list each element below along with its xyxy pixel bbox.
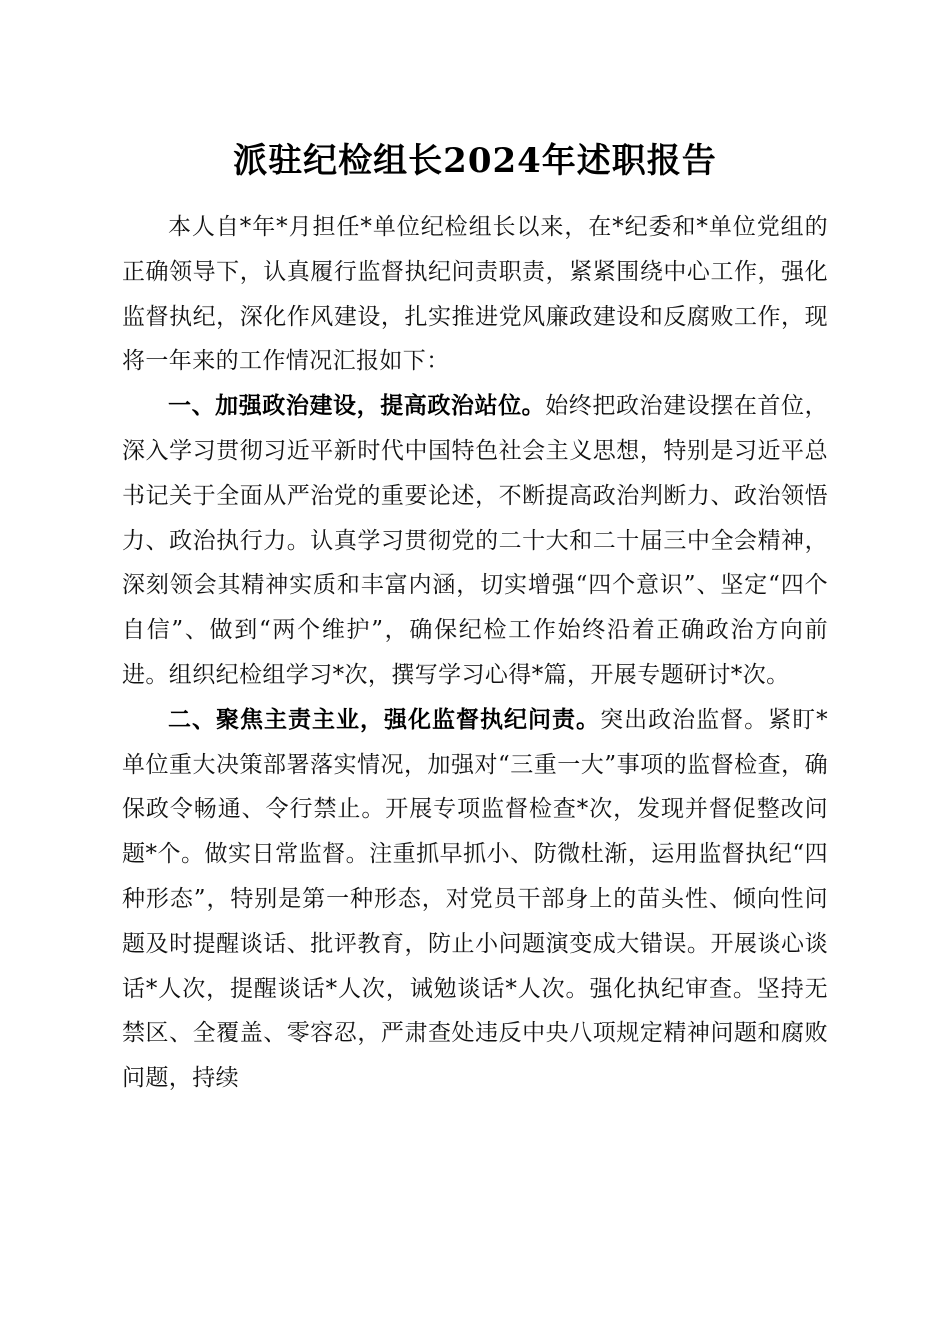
section-paragraph-1 bbox=[122, 384, 828, 698]
document-body bbox=[122, 205, 828, 1101]
section-heading-1: 一、加强政治建设，提高政治站位。 bbox=[168, 392, 546, 420]
section-paragraph-2 bbox=[122, 698, 828, 1101]
intro-paragraph: 本人自*年*月担任*单位纪检组长以来，在*纪委和*单位党组的正确领导下，认真履行监督执纪问责职责，紧紧围绕中心工作，强化监督执纪，深化作风建设，扎实推进党风廉政建设和反腐败工作，现将一年来的工作情况汇报如下： bbox=[122, 214, 828, 375]
section-body-2: 突出政治监督。紧盯*单位重大决策部署落实情况，加强对“三重一大”事项的监督检查，确保政令畅通、令行禁止。开展专项监督检查*次，发现并督促整改问题*个。做实日常监督。注重抓早抓小、防微杜渐，运用监督执纪“四种形态”，特别是第一种形态，对党员干部身上的苗头性、倾向性问题及时提醒谈话、批评教育，防止小问题演变成大错误。开展谈心谈话*人次，提醒谈话*人次，诫勉谈话*人次。强化执纪审查。坚持无禁区、全覆盖、零容忍，严肃查处违反中央八项规定精神问题和腐败问题，持续 bbox=[122, 706, 829, 1092]
section-heading-2: 二、聚焦主责主业，强化监督执纪问责。 bbox=[168, 705, 601, 733]
document-title: 派驻纪检组长2024年述职报告 bbox=[233, 141, 717, 181]
section-body-1: 始终把政治建设摆在首位，深入学习贯彻习近平新时代中国特色社会主义思想，特别是习近平总书记关于全面从严治党的重要论述，不断提高政治判断力、政治领悟力、政治执行力。认真学习贯彻党的二十大和二十届三中全会精神，深刻领会其精神实质和丰富内涵，切实增强“四个意识”、坚定“四个自信”、做到“两个维护”，确保纪检工作始终沿着正确政治方向前进。组织纪检组学习*次，撰写学习心得*篇，开展专题研讨*次。 bbox=[122, 393, 828, 688]
